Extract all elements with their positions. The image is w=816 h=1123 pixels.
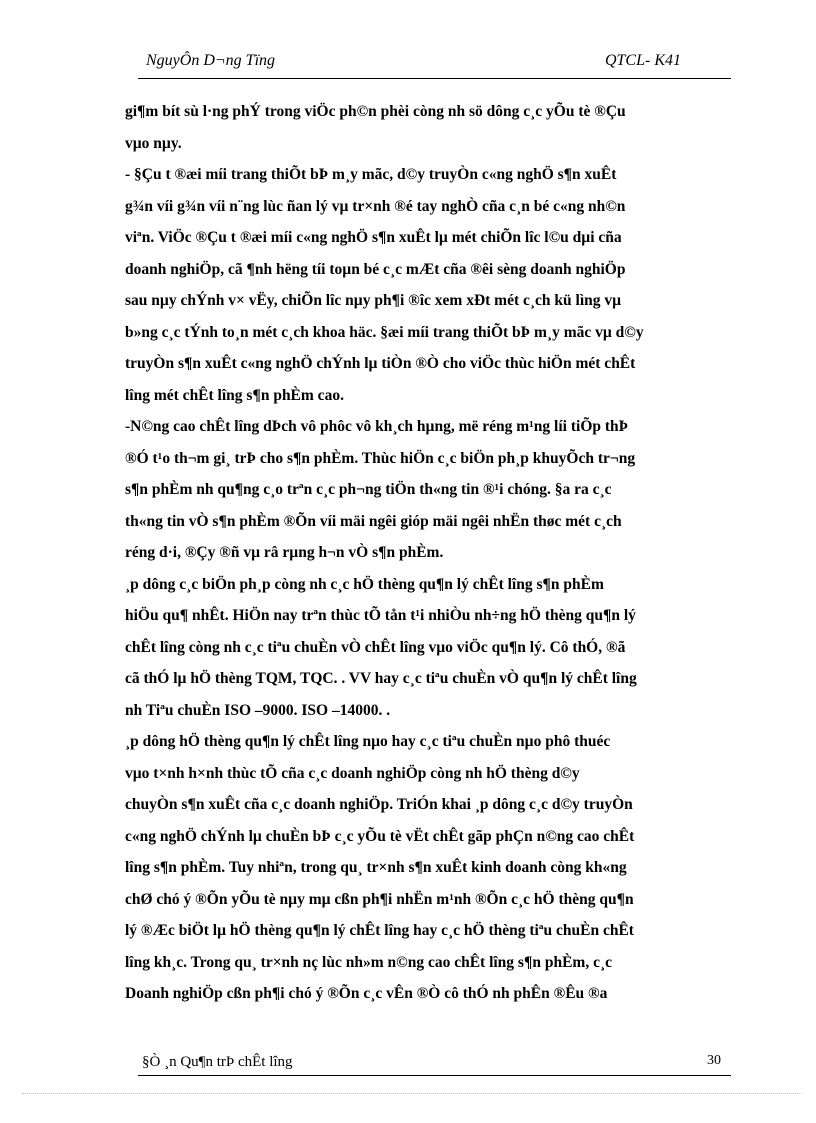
text-line: chuyÒn s¶n xuÊt cña c¸c doanh nghiÖp. TriÓn khai ¸p dông c¸c d©y truyÒn: [125, 796, 633, 813]
text-line: viªn. ViÖc ®Çu t ®æi míi c«ng nghÖ s¶n xuÊt lµ mét chiÕn lîc l©u dµi cña: [125, 229, 622, 246]
text-line: - §Çu t ®æi míi trang thiÕt bÞ m¸y mãc, d©y truyÒn c«ng nghÖ s¶n xuÊt: [125, 166, 617, 183]
body-text: [125, 96, 765, 1010]
text-line: cã thÓ lµ hÖ thèng TQM, TQC. . VV hay c¸c tiªu chuÈn vÒ qu¶n lý chÊt lîng: [125, 670, 637, 687]
text-line: s¶n phÈm nh qu¶ng c¸o trªn c¸c ph¬ng tiÖn th«ng tin ®¹i chóng. §a ra c¸c: [125, 481, 612, 498]
text-line: chØ chó ý ®Õn yÕu tè nµy mµ cßn ph¶i nhËn m¹nh ®Õn c¸c hÖ thèng qu¶n: [125, 890, 634, 908]
text-line: lîng mét chÊt lîng s¶n phÈm cao.: [125, 386, 344, 404]
text-line: vµo nµy.: [125, 134, 182, 152]
header-author: NguyÔn D¬ng Tïng: [146, 52, 276, 69]
text-line: ¸p dông hÖ thèng qu¶n lý chÊt lîng nµo hay c¸c tiªu chuÈn nµo phô thuéc: [125, 733, 611, 750]
text-line: hiÖu qu¶ nhÊt. HiÖn nay trªn thùc tÕ tån t¹i nhiÒu nh÷ng hÖ thèng qu¶n lý: [125, 607, 636, 624]
text-line: sau nµy chÝnh v× vËy, chiÕn lîc nµy ph¶i ®îc xem xÐt mét c¸ch kü lìng vµ: [125, 292, 622, 309]
page-header: [138, 44, 731, 79]
text-line: nh Tiªu chuÈn ISO –9000. ISO –14000. .: [125, 701, 391, 719]
text-line: b»ng c¸c tÝnh to¸n mét c¸ch khoa häc. §æi míi trang thiÕt bÞ m¸y mãc vµ d©y: [125, 323, 644, 341]
text-line: th«ng tin vÒ s¶n phÈm ®Õn víi mäi ngêi gióp mäi ngêi nhËn thøc mét c¸ch: [125, 512, 622, 530]
text-line: ®Ó t¹o th¬m gi¸ trÞ cho s¶n phÈm. Thùc hiÖn c¸c biÖn ph¸p khuyÕch tr¬ng: [125, 449, 636, 467]
text-line: réng d·i, ®Çy ®ñ vµ râ rµng h¬n vÒ s¶n phÈm.: [125, 544, 444, 561]
text-line: doanh nghiÖp, cã ¶nh hëng tíi toµn bé c¸c mÆt cña ®êi sèng doanh nghiÖp: [125, 260, 626, 278]
text-line: -N©ng cao chÊt lîng dÞch vô phôc vô kh¸ch hµng, më réng m¹ng líi tiÕp thÞ: [125, 418, 629, 435]
page-footer: [138, 1051, 731, 1076]
text-line: ¸p dông c¸c biÖn ph¸p còng nh c¸c hÖ thèng qu¶n lý chÊt lîng s¶n phÈm: [125, 575, 604, 593]
text-line: lîng kh¸c. Trong qu¸ tr×nh nç lùc nh»m n©ng cao chÊt lîng s¶n phÈm, c¸c: [125, 953, 612, 971]
text-line: vµo t×nh h×nh thùc tÕ cña c¸c doanh nghiÖp còng nh hÖ thèng d©y: [125, 764, 580, 782]
page-number: 30: [707, 1053, 721, 1068]
text-line: chÊt lîng còng nh c¸c tiªu chuÈn vÒ chÊt lîng vµo viÖc qu¶n lý. Cô thÓ, ®ã: [125, 638, 626, 656]
text-line: c«ng nghÖ chÝnh lµ chuÈn bÞ c¸c yÕu tè vËt chÊt gãp phÇn n©ng cao chÊt: [125, 827, 635, 845]
text-line: truyÒn s¶n xuÊt c«ng nghÖ chÝnh lµ tiÒn ®Ò cho viÖc thùc hiÖn mét chÊt: [125, 355, 636, 372]
footer-title: §Ò ¸n Qu¶n trÞ chÊt lîng: [142, 1054, 293, 1070]
page-edge-divider: [22, 1093, 802, 1094]
header-class: QTCL- K41: [604, 52, 681, 69]
text-line: gi¶m bít sù l·ng phÝ trong viÖc ph©n phèi còng nh sö dông c¸c yÕu tè ®Çu: [125, 103, 626, 120]
text-line: Doanh nghiÖp cßn ph¶i chó ý ®Õn c¸c vÊn ®Ò cô thÓ nh phÊn ®Êu ®a: [125, 985, 608, 1002]
text-line: g¾n víi g¾n víi n¨ng lùc ñan lý vµ tr×nh ®é tay nghÒ cña c¸n bé c«ng nh©n: [125, 197, 626, 215]
text-line: lý ®Æc biÖt lµ hÖ thèng qu¶n lý chÊt lîng hay c¸c hÖ thèng tiªu chuÈn chÊt: [125, 922, 634, 939]
text-line: lîng s¶n phÈm. Tuy nhiªn, trong qu¸ tr×nh s¶n xuÊt kinh doanh còng kh«ng: [125, 859, 627, 876]
